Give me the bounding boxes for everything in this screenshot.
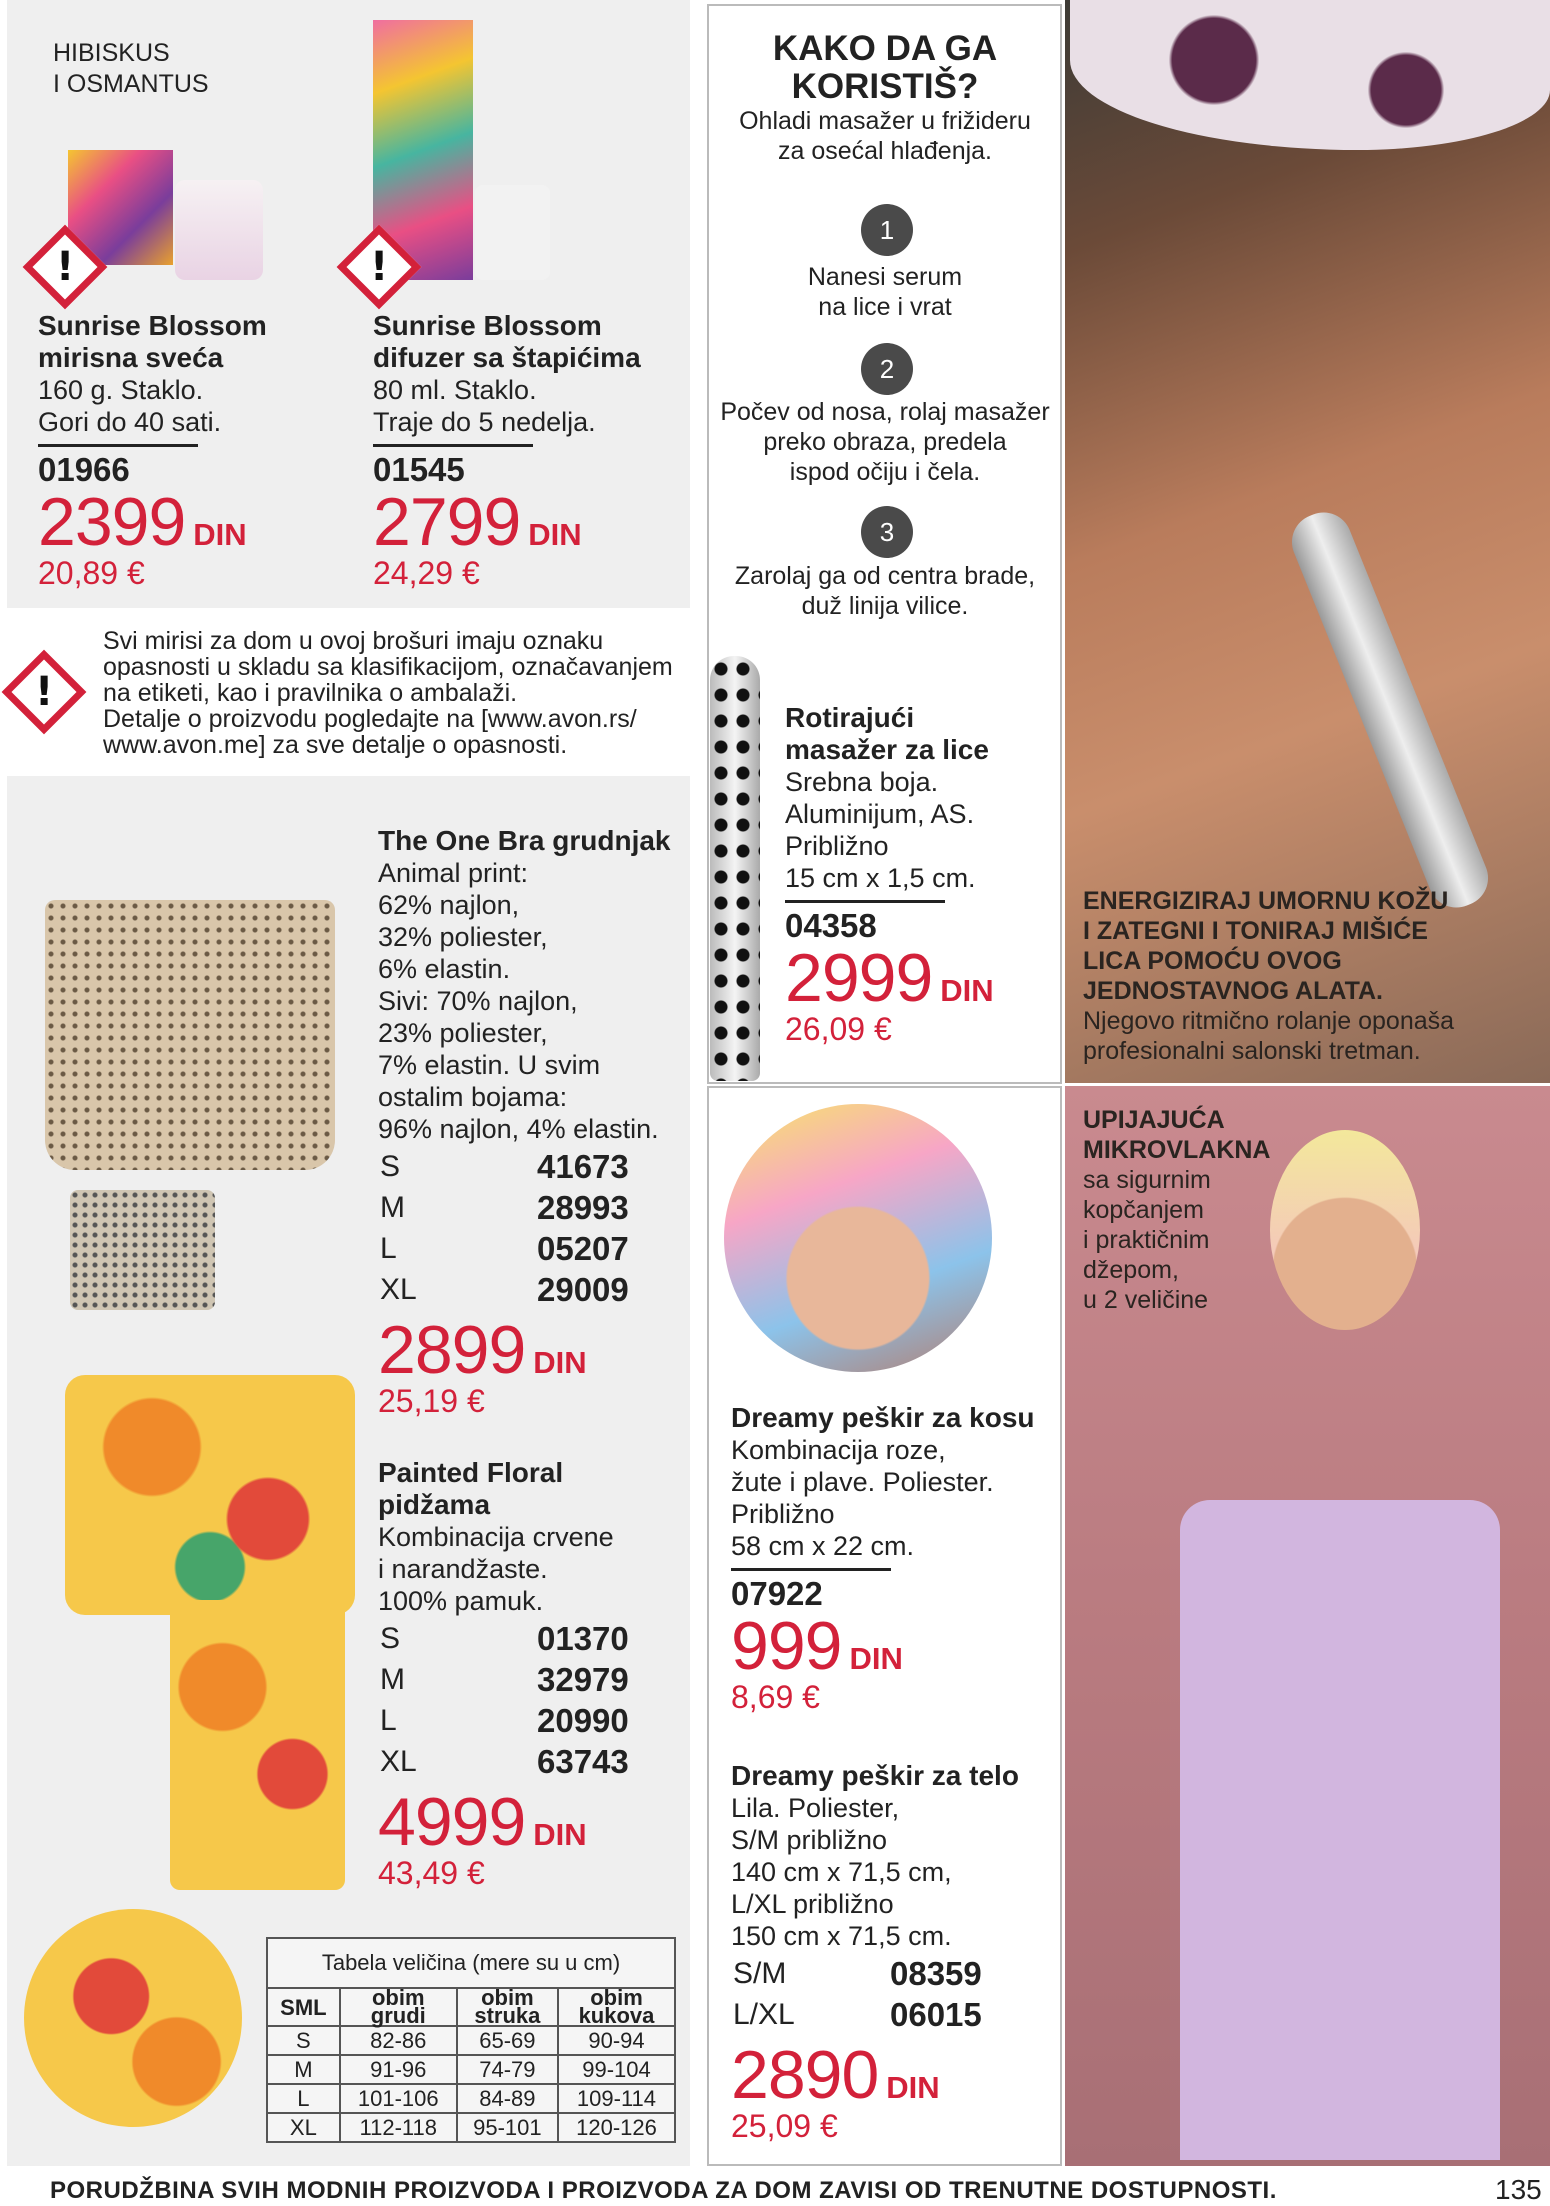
product-code: 04358 (785, 907, 877, 944)
product-body-towel (731, 1760, 1019, 2144)
size-table (266, 1937, 676, 2143)
hazard-notice: Svi mirisi za dom u ovoj brošuri imaju oznaku opasnosti u skladu sa klasifikacijom, označavanjem na etiketi, kao i pravilnika o ambalaži. Detalje o proizvodu pogledajte na [www.avon.rs/ www.avon.me] za sve detalje o opasnosti. (103, 627, 673, 759)
size-code: 28993 (537, 1189, 629, 1226)
product-desc: Kombinacija crvene i narandžaste. 100% pamuk. (378, 1522, 614, 1616)
table-cell: 101-106 (340, 2084, 457, 2113)
price-eur: 25,09 € (731, 2108, 838, 2144)
step-number: 2 (861, 343, 913, 395)
product-pajamas (378, 1457, 631, 1891)
table-cell: 74-79 (457, 2055, 558, 2084)
size-table-title: Tabela veličina (mere su u cm) (267, 1938, 675, 1988)
table-cell: 95-101 (457, 2113, 558, 2142)
woman-head-image (1270, 1130, 1420, 1330)
product-desc: 80 ml. Staklo. Traje do 5 nedelja. (373, 375, 596, 437)
table-header: obim kukova (558, 1988, 675, 2026)
product-desc: Lila. Poliester, S/M približno 140 cm x 71,5 cm, L/XL približno 150 cm x 71,5 cm. (731, 1793, 952, 1951)
size: XL (380, 1273, 417, 1306)
step-text: Počev od nosa, rolaj masažer preko obraza, predela ispod očiju i čela. (720, 398, 1050, 486)
product-code: 01966 (38, 451, 130, 488)
price: 2890 (731, 2037, 879, 2113)
caption-headline: ENERGIZIRAJ UMORNU KOŽU I ZATEGNI I TONIRAJ MIŠIĆE LICA POMOĆU OVOG JEDNOSTAVNOG ALATA. (1083, 887, 1449, 1005)
table-row (267, 2055, 675, 2084)
currency: DIN (533, 1817, 587, 1852)
size: S/M (733, 1957, 787, 1990)
product-title: Painted Floral pidžama (378, 1457, 564, 1520)
product-code: 07922 (731, 1575, 823, 1612)
size: S (380, 1150, 401, 1183)
caption-text: Njegovo ritmično rolanje oponaša profesionalni salonski tretman. (1083, 1007, 1455, 1065)
table-row (267, 2026, 675, 2055)
price: 4999 (378, 1784, 526, 1860)
product-title: Dreamy peškir za kosu (731, 1402, 1035, 1433)
bra-grey-image (70, 1190, 215, 1310)
size: L (380, 1704, 397, 1737)
hair-towel-image (724, 1104, 992, 1372)
pajama-top-image (65, 1375, 355, 1615)
size-code: 63743 (537, 1743, 629, 1780)
currency: DIN (886, 2070, 940, 2105)
divider (731, 1568, 891, 1571)
candle-jar-image (175, 180, 263, 280)
currency: DIN (849, 1641, 903, 1676)
price-eur: 8,69 € (731, 1679, 820, 1715)
size: M (380, 1663, 405, 1696)
price: 2799 (373, 484, 521, 560)
table-cell: 120-126 (558, 2113, 675, 2142)
bra-image (45, 900, 335, 1170)
size-code: 41673 (537, 1148, 629, 1185)
size-code: 32979 (537, 1661, 629, 1698)
size: XL (380, 1745, 417, 1778)
table-cell: M (267, 2055, 340, 2084)
price: 2899 (378, 1312, 526, 1388)
table-cell: 109-114 (558, 2084, 675, 2113)
caption-text: sa sigurnim kopčanjem i praktičnim džepom, u 2 veličine (1083, 1166, 1211, 1314)
product-title: Sunrise Blossom mirisna sveća (38, 310, 267, 373)
step-number: 1 (861, 204, 913, 256)
size-code: 05207 (537, 1230, 629, 1267)
price: 2399 (38, 484, 186, 560)
price-eur: 43,49 € (378, 1855, 485, 1891)
product-desc: 160 g. Staklo. Gori do 40 sati. (38, 375, 222, 437)
divider (373, 444, 533, 447)
price: 999 (731, 1608, 842, 1684)
table-cell: 112-118 (340, 2113, 457, 2142)
towel-caption (1083, 1105, 1271, 1315)
product-title: Sunrise Blossom difuzer sa štapićima (373, 310, 641, 373)
product-bra (378, 825, 671, 1419)
size: M (380, 1191, 405, 1224)
table-cell: S (267, 2026, 340, 2055)
howto-section (710, 30, 1060, 166)
size-code: 29009 (537, 1271, 629, 1308)
howto-title: KAKO DA GA KORISTIŠ? (772, 29, 998, 106)
table-cell: 84-89 (457, 2084, 558, 2113)
size-codes (378, 1145, 631, 1311)
currency: DIN (940, 973, 994, 1008)
fabric-swatch-image (24, 1909, 242, 2127)
hazard-warning-icon: ! (2, 650, 87, 735)
size-code: 06015 (890, 1996, 982, 2033)
price-eur: 20,89 € (38, 555, 145, 591)
product-desc: Srebna boja. Aluminijum, AS. Približno 15 cm x 1,5 cm. (785, 767, 976, 893)
divider (38, 444, 198, 447)
product-desc: Animal print: 62% najlon, 32% poliester, 6% elastin. Sivi: 70% najlon, 23% poliester, 7% elastin. U svim ostalim bojama: 96% najlon, 4% elastin. (378, 858, 659, 1144)
product-diffuser (373, 310, 641, 591)
table-cell: 99-104 (558, 2055, 675, 2084)
table-cell: 91-96 (340, 2055, 457, 2084)
hazard-warning-icon: ! (23, 225, 108, 310)
product-title: The One Bra grudnjak (378, 825, 671, 856)
size-code: 08359 (890, 1955, 982, 1992)
table-cell: 90-94 (558, 2026, 675, 2055)
step-text: Zarolaj ga od centra brade, duž linija vilice. (734, 562, 1036, 620)
hazard-warning-icon: ! (337, 225, 422, 310)
table-header: obim grudi (340, 1988, 457, 2026)
price-eur: 24,29 € (373, 555, 480, 591)
table-cell: XL (267, 2113, 340, 2142)
face-caption (1083, 886, 1454, 1066)
product-hair-towel (731, 1402, 1035, 1715)
size-codes (378, 1617, 631, 1783)
pajama-pants-image (170, 1600, 345, 1890)
currency: DIN (528, 517, 582, 552)
product-code: 01545 (373, 451, 465, 488)
price: 2999 (785, 940, 933, 1016)
step-text: Nanesi serum na lice i vrat (807, 263, 963, 321)
product-candle (38, 310, 267, 591)
product-title: Dreamy peškir za telo (731, 1760, 1019, 1791)
page-number: 135 (1495, 2174, 1542, 2205)
woman-in-towel-image (1180, 1500, 1500, 2160)
step-number: 3 (861, 506, 913, 558)
size: S (380, 1622, 401, 1655)
table-cell: 65-69 (457, 2026, 558, 2055)
size: L/XL (733, 1998, 795, 2031)
diffuser-bottle-image (475, 185, 550, 280)
size-code: 01370 (537, 1620, 629, 1657)
divider (785, 900, 945, 903)
currency: DIN (193, 517, 247, 552)
table-row (267, 2113, 675, 2142)
table-cell: 82-86 (340, 2026, 457, 2055)
size: L (380, 1232, 397, 1265)
size-code: 20990 (537, 1702, 629, 1739)
scent-label: HIBISKUS I OSMANTUS (53, 39, 209, 98)
table-cell: L (267, 2084, 340, 2113)
table-header: SML (267, 1988, 340, 2026)
size-codes (731, 1952, 984, 2036)
massager-image (710, 656, 760, 1081)
footer-disclaimer: PORUDŽBINA SVIH MODNIH PROIZVODA I PROIZVODA ZA DOM ZAVISI OD TRENUTNE DOSTUPNOSTI. (50, 2177, 1277, 2204)
price-eur: 25,19 € (378, 1383, 485, 1419)
price-eur: 26,09 € (785, 1011, 892, 1047)
product-title: Rotirajući masažer za lice (785, 702, 989, 765)
currency: DIN (533, 1345, 587, 1380)
howto-subtitle: Ohladi masažer u frižideru za osećal hlađenja. (739, 107, 1031, 165)
table-row (267, 2084, 675, 2113)
product-massager (785, 702, 994, 1047)
caption-headline: UPIJAJUĆA MIKROVLAKNA (1083, 1106, 1271, 1164)
product-desc: Kombinacija roze, žute i plave. Poliester. Približno 58 cm x 22 cm. (731, 1435, 994, 1561)
table-header: obim struka (457, 1988, 558, 2026)
